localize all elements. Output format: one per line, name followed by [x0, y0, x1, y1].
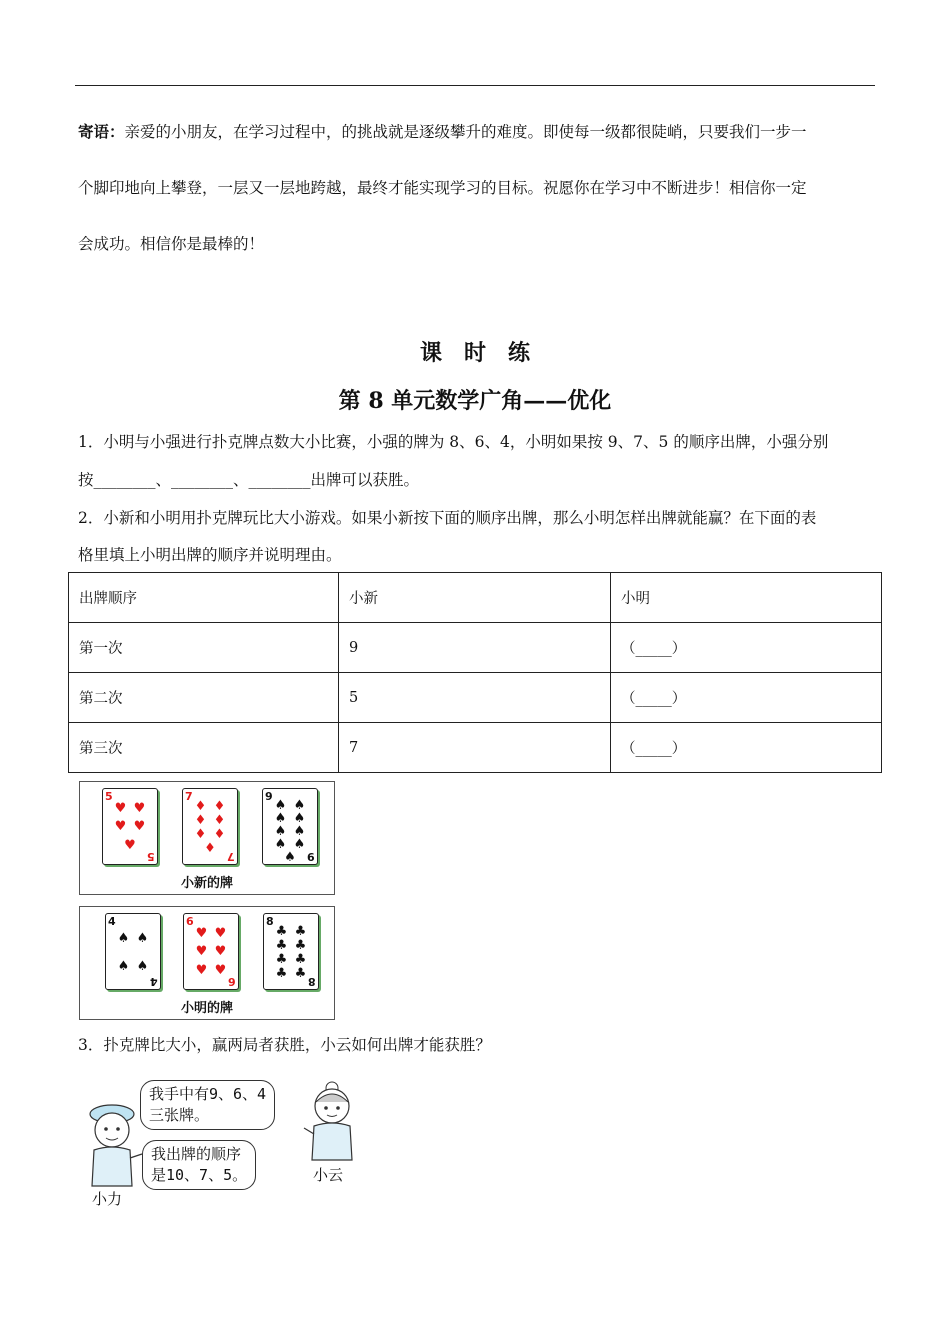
header-rule: [75, 85, 875, 86]
suit-pip-icon: ♣: [294, 951, 307, 967]
intro-label: 寄语：: [78, 122, 125, 141]
suit-pip-icon: ♣: [294, 965, 307, 981]
ming-cards-caption: 小明的牌: [180, 1001, 233, 1016]
card-rank: 9: [307, 850, 315, 863]
card-rank: 9: [265, 790, 273, 803]
suit-pip-icon: ♣: [294, 937, 307, 953]
suit-pip-icon: ♦: [204, 840, 216, 856]
table-header-row: [69, 573, 882, 623]
q1-line-2: 按________、________、________出牌可以获胜。: [78, 471, 420, 489]
card-pips: [114, 924, 152, 980]
suit-pip-icon: ♥: [114, 819, 127, 835]
suit-pip-icon: ♠: [274, 811, 287, 826]
q3-text: 3．扑克牌比大小，赢两局者获胜，小云如何出牌才能获胜？: [78, 1036, 491, 1054]
intro-line-3: 会成功。相信你是最棒的！: [78, 235, 265, 253]
suit-pip-icon: ♠: [136, 930, 149, 946]
suit-pip-icon: ♥: [114, 800, 127, 816]
q2-table: [68, 572, 882, 773]
name-li: 小力: [92, 1190, 123, 1208]
speech-bubble-li: [142, 1140, 256, 1190]
card-rank: 4: [150, 975, 158, 988]
row-order: 第一次: [69, 623, 339, 673]
suit-pip-icon: ♦: [213, 798, 226, 814]
name-yun: 小云: [313, 1166, 344, 1184]
card-pips: [111, 799, 149, 855]
header-xin: 小新: [339, 573, 611, 623]
suit-pip-icon: ♣: [275, 937, 288, 953]
xin-cards-panel: [79, 781, 335, 895]
card-rank: 6: [228, 975, 236, 988]
girl-figure-icon: [302, 1080, 358, 1162]
intro-line-1: [78, 122, 878, 142]
suit-pip-icon: ♥: [195, 944, 208, 960]
suit-pip-icon: ♠: [274, 837, 287, 852]
card-rank: 5: [147, 850, 155, 863]
row-ming-answer[interactable]: （_____）: [611, 673, 882, 723]
suit-pip-icon: ♠: [274, 798, 287, 813]
row-xin: 9: [339, 623, 611, 673]
suit-pip-icon: ♥: [133, 800, 146, 816]
row-xin: 7: [339, 723, 611, 773]
bubble-li-line-2: 是10、7、5。: [151, 1166, 248, 1184]
suit-pip-icon: ♦: [194, 826, 207, 842]
suit-pip-icon: ♥: [214, 925, 227, 941]
card-pips: [271, 798, 309, 865]
xin-cards-caption: 小新的牌: [180, 876, 233, 891]
suit-pip-icon: ♠: [274, 824, 287, 839]
suit-pip-icon: ♥: [214, 944, 227, 960]
suit-pip-icon: ♦: [194, 812, 207, 828]
card-pips: [272, 924, 310, 980]
bubble-li-line-1: 我出牌的顺序: [151, 1145, 242, 1163]
suit-pip-icon: ♠: [117, 930, 130, 946]
row-ming-answer[interactable]: （_____）: [611, 723, 882, 773]
suit-pip-icon: ♦: [194, 798, 207, 814]
page-subtitle: 第 8 单元数学广角——优化: [338, 388, 612, 414]
card-rank: 7: [227, 850, 235, 863]
playing-card: [262, 788, 318, 865]
table-row: [69, 673, 882, 723]
q1-line-1: 1．小明与小强进行扑克牌点数大小比赛，小强的牌为 8、6、4，小明如果按 9、7、5 的顺序出牌，小强分别: [78, 433, 829, 451]
suit-pip-icon: ♣: [294, 923, 307, 939]
q2-line-1: 2．小新和小明用扑克牌玩比大小游戏。如果小新按下面的顺序出牌，那么小明怎样出牌就能赢？在下面的表: [78, 509, 817, 527]
card-pips: [192, 924, 230, 980]
suit-pip-icon: ♠: [117, 958, 130, 974]
suit-pip-icon: ♦: [213, 812, 226, 828]
boy-figure-icon: [84, 1100, 144, 1190]
suit-pip-icon: ♥: [195, 925, 208, 941]
bubble-yun-line-2: 三张牌。: [149, 1106, 210, 1124]
suit-pip-icon: ♣: [275, 951, 288, 967]
header-order: 出牌顺序: [69, 573, 339, 623]
suit-pip-icon: ♥: [124, 838, 136, 854]
card-rank: 4: [108, 915, 116, 928]
suit-pip-icon: ♥: [195, 963, 208, 979]
suit-pip-icon: ♣: [275, 965, 288, 981]
row-ming-answer[interactable]: （_____）: [611, 623, 882, 673]
playing-card: [263, 913, 319, 990]
suit-pip-icon: ♠: [293, 837, 306, 852]
bubble-yun-line-1: 我手中有9、6、4: [149, 1085, 267, 1103]
card-rank: 6: [186, 915, 194, 928]
row-xin: 5: [339, 673, 611, 723]
q2-line-2: 格里填上小明出牌的顺序并说明理由。: [78, 546, 342, 564]
ming-cards-panel: [79, 906, 335, 1020]
suit-pip-icon: ♠: [284, 850, 296, 865]
table-row: [69, 623, 882, 673]
playing-card: [183, 913, 239, 990]
suit-pip-icon: ♠: [293, 811, 306, 826]
suit-pip-icon: ♥: [214, 963, 227, 979]
intro-text-1: 亲爱的小朋友，在学习过程中，的挑战就是逐级攀升的难度。即使每一级都很陡峭，只要我们一步一: [124, 123, 807, 141]
table-row: [69, 723, 882, 773]
suit-pip-icon: ♠: [293, 798, 306, 813]
suit-pip-icon: ♠: [293, 824, 306, 839]
card-rank: 8: [266, 915, 274, 928]
suit-pip-icon: ♦: [213, 826, 226, 842]
playing-card: [102, 788, 158, 865]
card-rank: 5: [105, 790, 113, 803]
playing-card: [182, 788, 238, 865]
page-title: 课时练: [419, 340, 552, 366]
row-order: 第二次: [69, 673, 339, 723]
row-order: 第三次: [69, 723, 339, 773]
card-pips: [191, 799, 229, 855]
playing-card: [105, 913, 161, 990]
suit-pip-icon: ♠: [136, 958, 149, 974]
card-rank: 8: [308, 975, 316, 988]
intro-line-2: 个脚印地向上攀登，一层又一层地跨越，最终才能实现学习的目标。祝愿你在学习中不断进步！相信你一定: [78, 179, 807, 197]
speech-bubble-yun: [140, 1080, 275, 1130]
header-ming: 小明: [611, 573, 882, 623]
suit-pip-icon: ♣: [275, 923, 288, 939]
suit-pip-icon: ♥: [133, 819, 146, 835]
card-rank: 7: [185, 790, 193, 803]
